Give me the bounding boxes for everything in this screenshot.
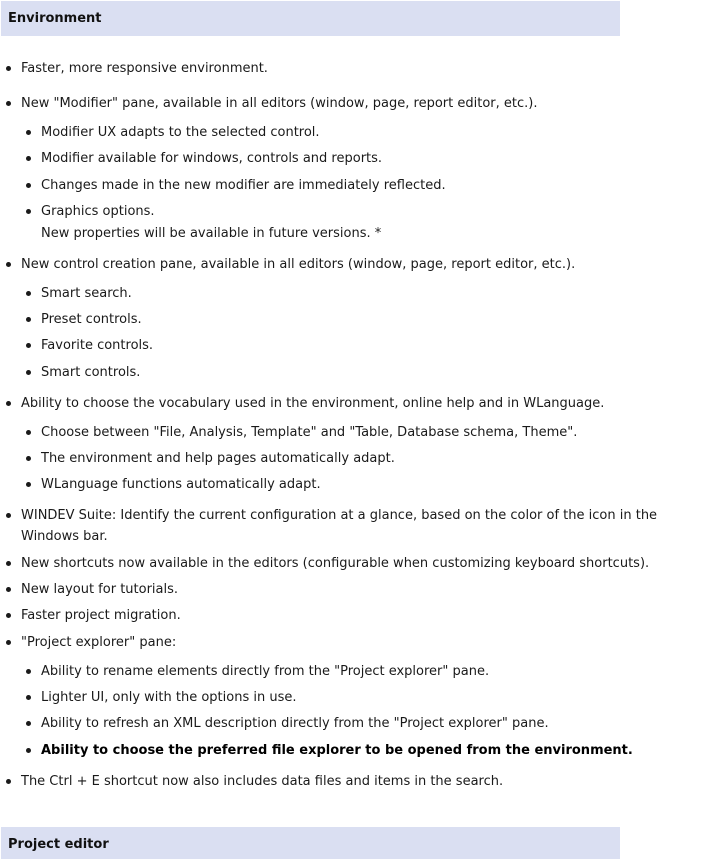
- list-item: [41, 422, 577, 443]
- list-item-note: New properties will be available in future versions. *: [41, 226, 382, 241]
- list-item: [21, 58, 268, 79]
- list-item: [41, 148, 382, 169]
- bullet-icon: [6, 613, 11, 618]
- bullet-icon: [6, 66, 11, 71]
- list-item-text: New shortcuts now available in the editors (configurable when customizing keyboard shortcuts).: [21, 556, 650, 571]
- list-item-text: Modifier UX adapts to the selected control.: [41, 125, 320, 140]
- bullet-icon: [26, 291, 31, 296]
- section-header-project-editor: Project editor: [1, 827, 620, 859]
- list-item-text: Changes made in the new modifier are immediately reflected.: [41, 178, 446, 193]
- bullet-icon: [26, 430, 31, 435]
- list-item-text: Lighter UI, only with the options in use.: [41, 690, 297, 705]
- list-item-text: Preset controls.: [41, 312, 142, 327]
- list-item: [41, 740, 633, 761]
- list-item-text: Smart search.: [41, 286, 132, 301]
- list-item: [41, 713, 549, 734]
- list-item: [41, 335, 153, 356]
- list-item: [21, 505, 661, 547]
- list-item-text: Ability to choose the preferred file explorer to be opened from the environment.: [41, 743, 633, 758]
- bullet-icon: [6, 561, 11, 566]
- bullet-icon: [26, 695, 31, 700]
- list-item-text: New control creation pane, available in all editors (window, page, report editor, etc.).: [21, 257, 576, 272]
- list-item: [21, 553, 649, 574]
- bullet-icon: [6, 640, 11, 645]
- list-item-text: Ability to refresh an XML description directly from the "Project explorer" pane.: [41, 716, 549, 731]
- list-item: [21, 393, 604, 414]
- bullet-icon: [6, 262, 11, 267]
- list-item: [21, 579, 178, 600]
- bullet-icon: [6, 513, 11, 518]
- bullet-icon: [6, 779, 11, 784]
- bullet-icon: [26, 669, 31, 674]
- list-item: [41, 201, 155, 222]
- list-item: [41, 175, 446, 196]
- list-item: [21, 93, 537, 114]
- list-item-text: Ability to choose the vocabulary used in the environment, online help and in WLanguage.: [21, 396, 605, 411]
- list-item: [41, 122, 320, 143]
- list-item: [21, 254, 575, 275]
- list-item: [41, 687, 296, 708]
- list-item-text: Faster project migration.: [21, 608, 181, 623]
- list-item-text: Faster, more responsive environment.: [21, 61, 268, 76]
- bullet-icon: [26, 456, 31, 461]
- section-header-environment: Environment: [1, 1, 620, 36]
- list-item-text: WLanguage functions automatically adapt.: [41, 477, 321, 492]
- list-item: [41, 661, 489, 682]
- bullet-icon: [6, 101, 11, 106]
- bullet-icon: [26, 183, 31, 188]
- list-item: [21, 771, 503, 792]
- list-item-text: Modifier available for windows, controls and reports.: [41, 151, 383, 166]
- list-item-text: New "Modifier" pane, available in all editors (window, page, report editor, etc.).: [21, 96, 538, 111]
- bullet-icon: [26, 209, 31, 214]
- list-item: [41, 448, 395, 469]
- bullet-icon: [26, 748, 31, 753]
- list-item-text: WINDEV Suite: Identify the current configuration at a glance, based on the color of the icon in the Windows bar.: [21, 508, 658, 544]
- list-item-text: New layout for tutorials.: [21, 582, 179, 597]
- bullet-icon: [26, 317, 31, 322]
- list-item-text: Smart controls.: [41, 365, 141, 380]
- bullet-icon: [26, 370, 31, 375]
- list-item-text: "Project explorer" pane:: [21, 635, 177, 650]
- bullet-icon: [26, 130, 31, 135]
- list-item-text: Ability to rename elements directly from the "Project explorer" pane.: [41, 664, 490, 679]
- list-item: [21, 605, 181, 626]
- bullet-icon: [6, 401, 11, 406]
- bullet-icon: [26, 482, 31, 487]
- list-item-text: Choose between "File, Analysis, Template" and "Table, Database schema, Theme".: [41, 425, 578, 440]
- list-item-text: Graphics options.: [41, 204, 155, 219]
- list-item-text: The environment and help pages automatically adapt.: [41, 451, 395, 466]
- list-item: [41, 283, 132, 304]
- list-item: [41, 309, 142, 330]
- list-item-text: The Ctrl + E shortcut now also includes data files and items in the search.: [21, 774, 504, 789]
- bullet-icon: [26, 156, 31, 161]
- list-item: [41, 362, 140, 383]
- list-item: [41, 474, 321, 495]
- list-item: [21, 632, 176, 653]
- list-item-text: Favorite controls.: [41, 338, 154, 353]
- bullet-icon: [6, 587, 11, 592]
- bullet-icon: [26, 721, 31, 726]
- bullet-icon: [26, 343, 31, 348]
